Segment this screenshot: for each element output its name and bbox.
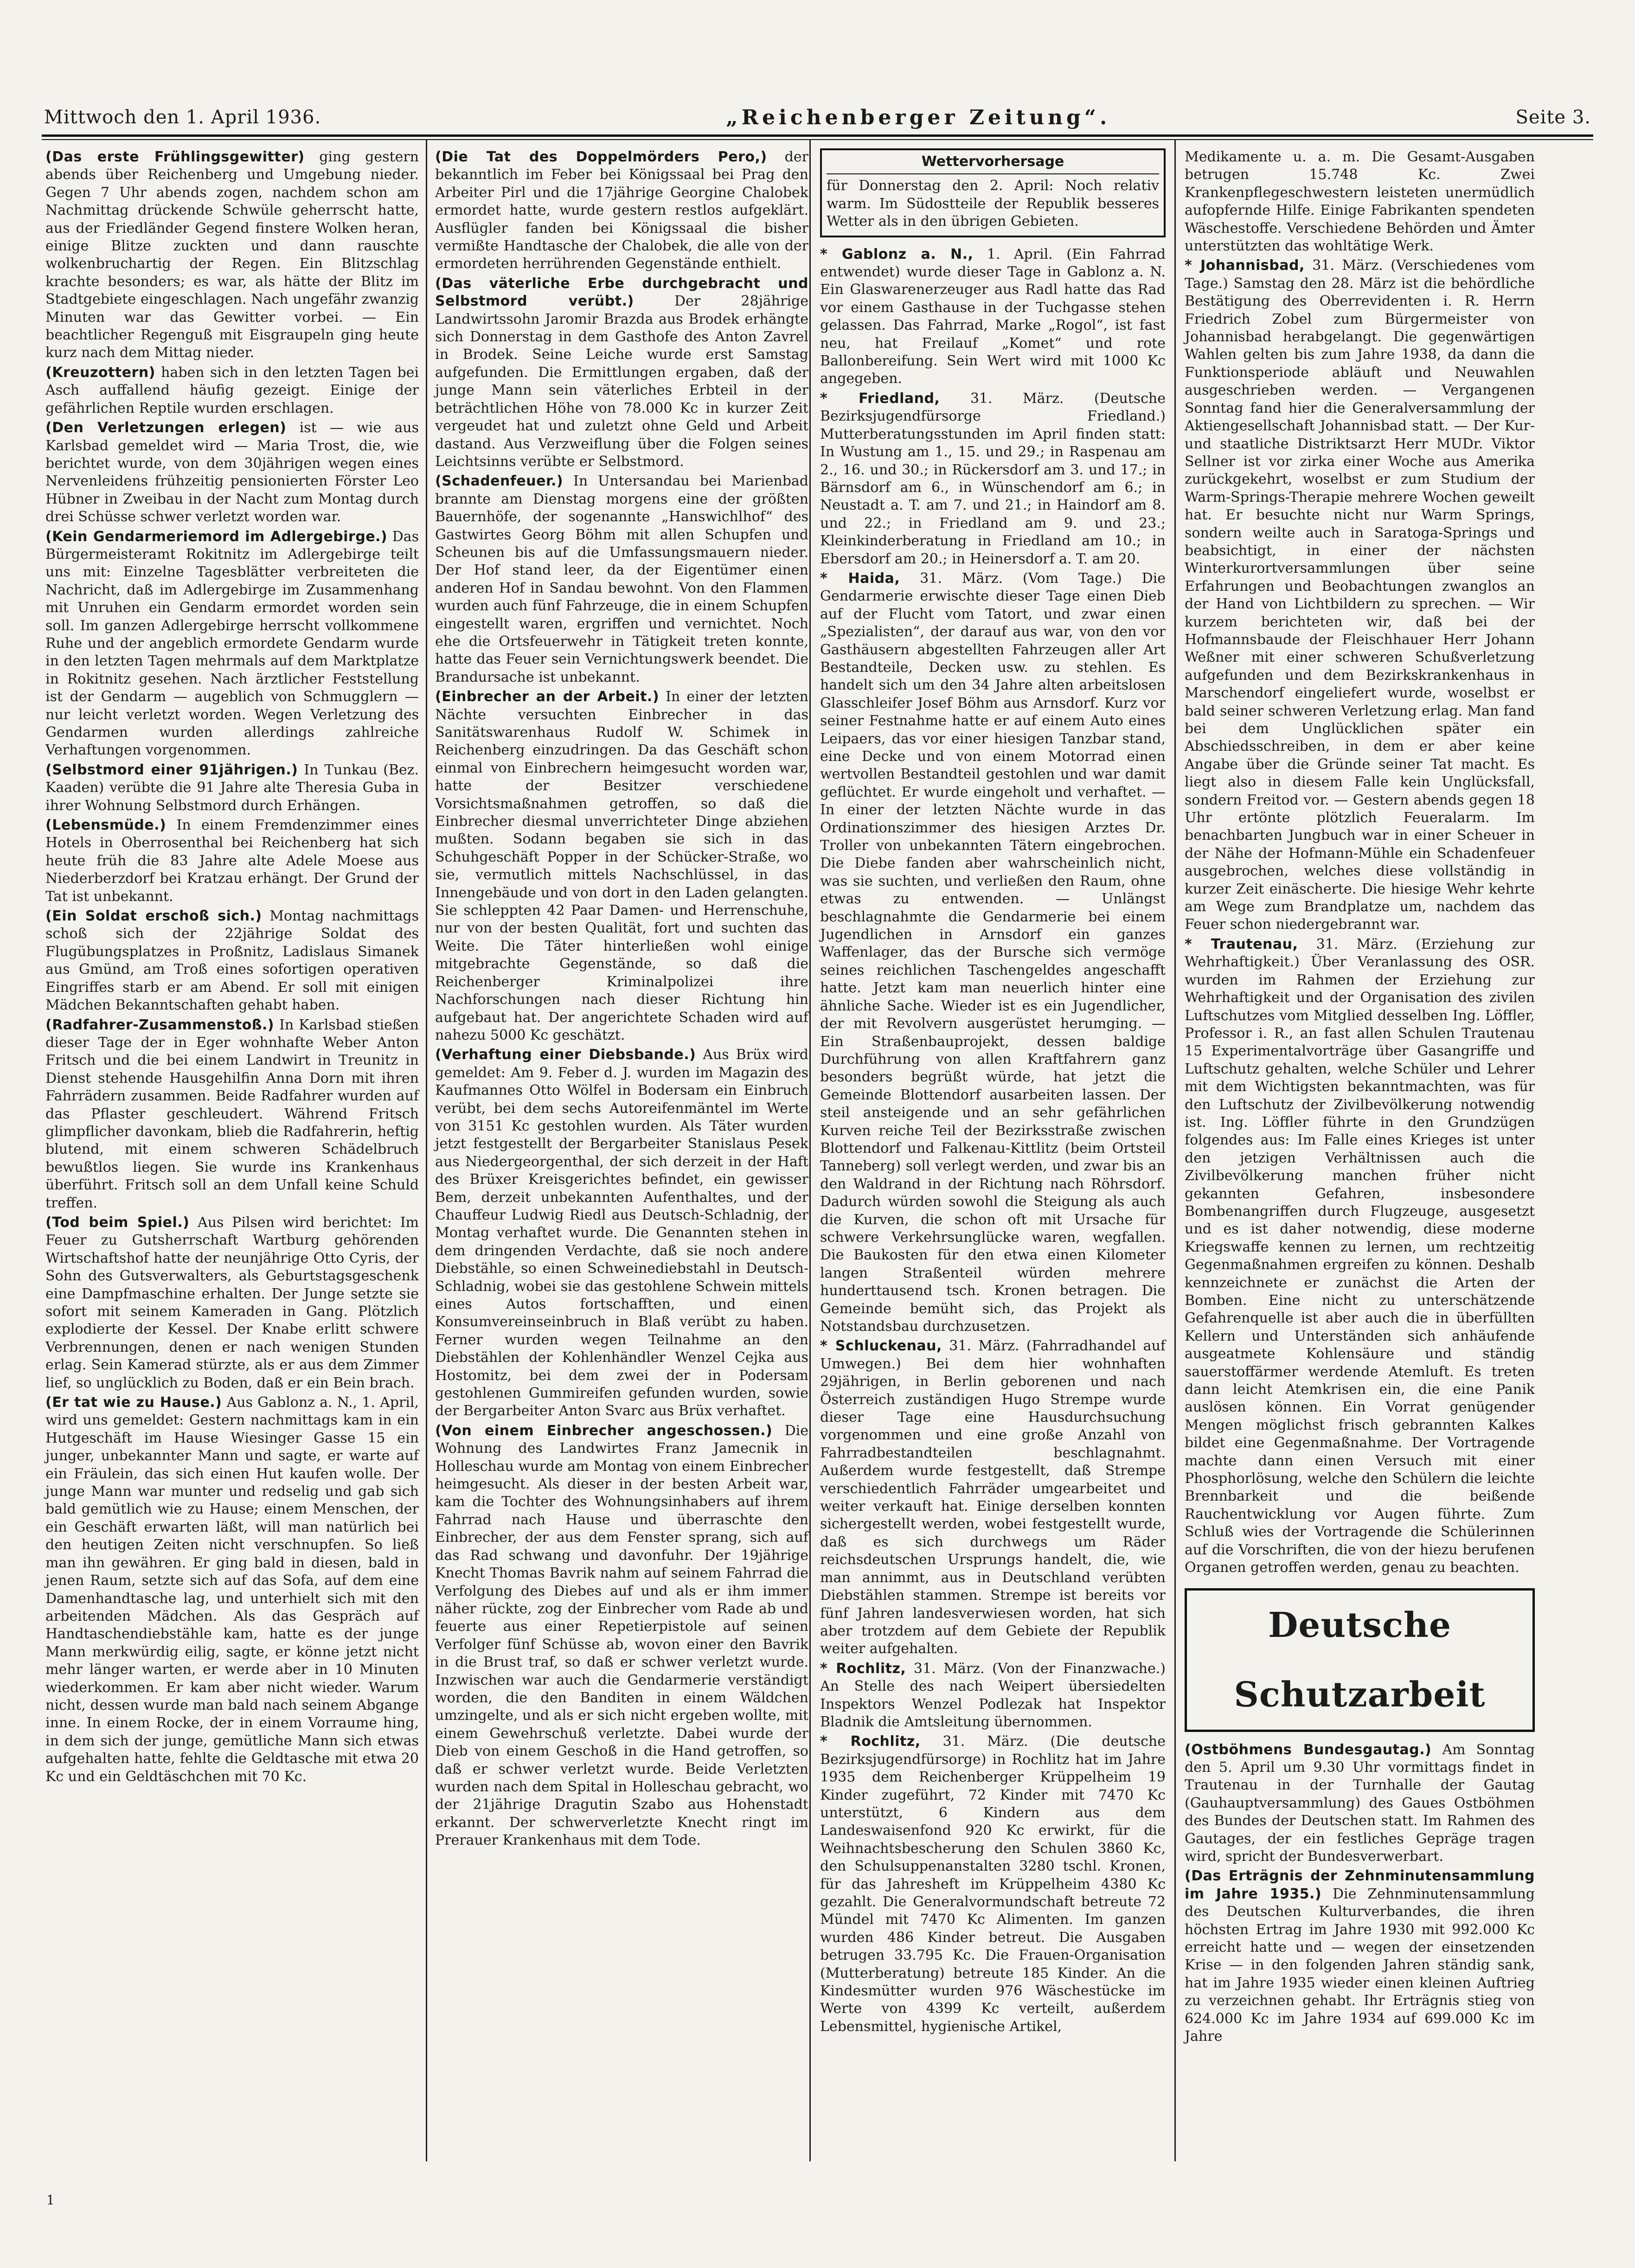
- article-headline: (Ein Soldat erschoß sich.): [45, 908, 262, 925]
- article-headline: (Radfahrer-Zusammenstoß.): [45, 1016, 274, 1033]
- article-body: 31. März. (Vom Tage.) Die Gendarmerie erwischte dieser Tage einen Dieb auf der Flucht vom Tatort, und zwar einen „Spezialisten“, der darauf aus war, von den vor Gasthäusern abgestellten Fahrzeugen aller Art Bestandteile, Decken usw. zu stehlen. Es handelt sich um den 34 Jahre alten arbeitslosen Glasschleifer Josef Böhm aus Arnsdorf. Kurz vor seiner Festnahme hatte er auf einem Auto eines Leipaers, das vor einer hiesigen Tanzbar stand, eine Decke und von einem Motorrad einen wertvollen Bestandteil gestohlen und war damit geflüchtet. Er wurde eingeholt und verhaftet. — In einer der letzten Nächte wurde in das Ordinationszimmer des hiesigen Arztes Dr. Troller von unbekannten Tätern eingebrochen. Die Diebe fanden aber wahrscheinlich nicht, was sie suchten, und verließen den Raum, ohne etwas zu entwenden. — Unlängst beschlagnahmte die Gendarmerie bei einem Jugendlichen in Arnsdorf ein ganzes Waffenlager, das der Bursche sich vermöge seines reichlichen Taschengeldes angeschafft hatte. Jetzt kam man neuerlich hinter eine ähnliche Sache. Wieder ist es ein Jugendlicher, der mit Revolvern ausgerüstet herumging. — Ein Straßenbauprojekt, dessen baldige Durchführung von allen Kraftfahrern ganz besonders begrüßt würde, hat jetzt die Gemeinde Blottendorf ausarbeiten lassen. Der steil ansteigende und an sehr gefährlichen Kurven reiche Teil der Bezirksstraße zwischen Blottendorf und Falkenau-Kittlitz (beim Ortsteil Tanneberg) soll verlegt werden, und zwar bis an den Waldrand in der Richtung nach Röhrsdorf. Dadurch würden sowohl die Steigung als auch die Kurven, die schon oft mit Ursache für schwere Verkehrsunglücke waren, wegfallen. Die Baukosten für den etwa einen Kilometer langen Straßenteil würden mehrere hunderttausend tsch. Kronen betragen. Die Gemeinde bemüht sich, das Projekt als Notstandsbau durchzusetzen.: [820, 570, 1166, 1335]
- column-2: [435, 148, 808, 1850]
- article-paragraph: [435, 473, 808, 686]
- article-paragraph: [45, 907, 419, 1014]
- weather-text: für Donnerstag den 2. April: Noch relativ warm. Im Südostteile der Republik besseres Wetter als in den übrigen Gebieten.: [827, 178, 1159, 230]
- article-headline: (Das väterliche Erbe durchgebracht und Selbstmord verübt.): [435, 275, 808, 310]
- article-paragraph: [820, 1733, 1166, 2036]
- article-body: Der 28jährige Landwirtssohn Jaromir Brazda aus Brodek erhängte sich Donnerstag in dem Gasthofe des Anton Zavrel in Brodek. Seine Leiche wurde erst Samstag aufgefunden. Die Ermittlungen ergaben, daß der junge Mann sein väterliches Erbteil in der beträchtlichen Höhe von 78.000 Kc in kurzer Zeit vergeudet hat und zuletzt ohne Geld und Arbeit dastand. Aus Verzweiflung über die Folgen seines Leichtsinns verübte er Selbstmord.: [435, 293, 808, 470]
- column-4-articles-bottom: [1185, 1741, 1535, 2046]
- article-headline: (Das Erträgnis der Zehnminutensammlung im Jahre 1935.): [1185, 1868, 1535, 1902]
- weather-title: Wettervorhersage: [921, 153, 1064, 170]
- header-rule: [42, 134, 1593, 137]
- page-header: [44, 104, 1591, 130]
- article-paragraph: [820, 1337, 1166, 1658]
- article-headline: (Ostböhmens Bundesgautag.): [1185, 1741, 1432, 1758]
- article-body: Die Zehnminutensammlung des Deutschen Kulturverbandes, die ihren höchsten Ertrag im Jahre 1930 mit 992.000 Kc erreicht hatte und — wegen der einsetzenden Krise — in den folgenden Jahren ständig sank, hat im Jahre 1935 wieder einen kleinen Auftrieg zu verzeichnen gehabt. Ihr Erträgnis stieg von 624.000 Kc im Jahre 1934 auf 699.000 Kc im Jahre: [1185, 1885, 1535, 2044]
- article-paragraph: [435, 688, 808, 1044]
- article-headline: * Schluckenau,: [820, 1338, 942, 1354]
- article-paragraph: [45, 1394, 419, 1786]
- article-body: In Karlsbad stießen dieser Tage der in Eger wohnhafte Weber Anton Fritsch und die bei einem Landwirt in Treunitz in Dienst stehende Hausgehilfin Anna Dorn mit ihren Fahrrädern zusammen. Beide Radfahrer wurden auf das Pflaster geschleudert. Während Fritsch glimpflicher davonkam, blieb die Radfahrerin, heftig blutend, mit einem schweren Schädelbruch bewußtlos liegen. Sie wurde ins Krankenhaus überführt. Fritsch soll an dem Unfall keine Schuld treffen.: [45, 1016, 419, 1211]
- article-body: Montag nachmittags schoß sich der 22jährige Soldat des Flugübungsplatzes in Proßnitz, Ladislaus Simanek aus Gmünd, am Troß eines sofortigen operativen Eingriffes starb er am Abend. Er soll mit einigen Mädchen Bekanntschaften gehabt haben.: [45, 908, 419, 1014]
- article-headline: * Trautenau,: [1185, 936, 1298, 952]
- article-paragraph: [45, 1016, 419, 1212]
- weather-rule: [827, 173, 1159, 174]
- article-paragraph: [45, 528, 419, 760]
- column-4: [1185, 148, 1535, 2045]
- article-headline: (Kein Gendarmeriemord im Adlergebirge.): [45, 528, 388, 545]
- article-paragraph: [435, 1046, 808, 1420]
- article-headline: (Die Tat des Doppelmörders Pero,): [435, 149, 767, 165]
- article-paragraph: [820, 1660, 1166, 1731]
- article-paragraph: [820, 570, 1166, 1335]
- article-paragraph: [435, 1422, 808, 1850]
- column-3-articles: [820, 246, 1166, 2036]
- article-headline: (Kreuzottern): [45, 364, 155, 381]
- article-paragraph: [45, 419, 419, 526]
- article-body: Aus Gablonz a. N., 1. April, wird uns gemeldet: Gestern nachmittags kam in ein Hutgeschäft im Hause Wiesinger Gasse 15 ein junger, unbekannter Mann und sagte, er warte auf ein Fräulein, das sich einen Hut kaufen wolle. Der junge Mann war munter und redselig und gab sich bald gemütlich wie zu Hause; einem Menschen, der ein Geschäft erwarten läßt, will man natürlich bei den heutigen Zeiten nicht verschnupfen. So ließ man ihn gewähren. Er ging bald in diesen, bald in jenen Raum, setzte sich auf das Sofa, auf dem eine Damenhandtasche lag, und unterhielt sich mit den arbeitenden Mädchen. Als das Gespräch auf Handtaschendiebstähle kam, hatte es der junge Mann merkwürdig eilig, sagte, er könne jetzt nicht mehr länger warten, er werde aber in 10 Minuten wiederkommen. Er kam aber nicht wieder. Warum nicht, dessen wurde man bald nach seinem Abgange inne. In einem Rocke, der in einem Vorraume hing, in dem sich der junge, gemütliche Mann sich etwas aufgehalten hatte, fehlte die Geldtasche mit etwa 20 Kc und ein Geldtäschchen mit 70 Kc.: [45, 1394, 419, 1785]
- article-body: Die Wohnung des Landwirtes Franz Jamecnik in Holleschau wurde am Montag von einem Einbrecher heimgesucht. Als dieser in der besten Arbeit war, kam die Tochter des Wohnungsinhabers auf ihrem Fahrrad nach Hause und überraschte den Einbrecher, der aus dem Fenster sprang, sich auf das Rad schwang und davonfuhr. Der 19jährige Knecht Thomas Bavrik nahm auf seinem Fahrrad die Verfolgung des Diebes auf und als er ihm immer näher rückte, zog der Einbrecher vom Rade ab und feuerte aus einer Repetierpistole auf seinen Verfolger fünf Schüsse ab, wovon einer den Bavrik in die Brust traf, so daß er schwer verletzt wurde. Inzwischen war auch die Gendarmerie verständigt worden, die den Banditen in einem Wäldchen umzingelte, und als er sich nicht ergeben wollte, mit einem Gewehrschuß verletzte. Dabei wurde der Dieb von einem Geschoß in die Hand getroffen, so daß er schwer verletzt wurde. Beide Verletzten wurden nach dem Spital in Holleschau gebracht, wo der 21jährige Dragutin Szabo aus Hohenstadt erkannt. Der schwerverletzte Knecht ringt im Prerauer Krankenhaus mit dem Tode.: [435, 1422, 808, 1849]
- article-body: 31. März. (Deutsche Bezirksjugendfürsorge Friedland.) Mutterberatungsstunden im April finden statt: In Wustung am 1., 15. und 29.; in Raspenau am 2., 16. und 30.; in Rückersdorf am 3. und 17.; in Bärnsdorf am 6., in Wünschendorf am 6.; in Neustadt a. T. am 7. und 21.; in Haindorf am 8. und 22.; in Friedland am 9. und 23.; Kleinkinderberatung in Friedland am 10.; in Ebersdorf am 20.; in Heinersdorf a. T. am 20.: [820, 390, 1166, 567]
- page-number: Seite 3.: [1515, 107, 1591, 128]
- article-paragraph: [45, 761, 419, 815]
- masthead-title: „Reichenberger Zeitung“.: [726, 105, 1111, 129]
- column-divider: [809, 139, 811, 2161]
- weather-forecast-box: [820, 148, 1166, 237]
- article-body: In Untersandau bei Marienbad brannte am Dienstag morgens eine der größten Bauernhöfe, der sogenannte „Hanswichlhof“ des Gastwirtes Georg Böhm mit allen Schupfen und Scheunen bis auf die Umfassungsmauern nieder. Der Hof stand leer, da der Eigentümer einen anderen Hof in Sandau bewohnt. Von den Flammen wurden auch fünf Fahrzeuge, die in einem Schupfen eingestellt waren, ergriffen und vernichtet. Noch ehe die Ortsfeuerwehr in Tätigkeit treten konnte, hatte das Feuer sein Vernichtungswerk beendet. Die Brandursache ist unbekannt.: [435, 473, 808, 685]
- column-divider: [426, 139, 427, 2161]
- footer-mark: 1: [46, 2192, 55, 2208]
- article-paragraph: [435, 148, 808, 273]
- section-banner: Deutsche Schutzarbeit: [1185, 1588, 1535, 1732]
- article-body: der bekanntlich im Feber bei Königssaal bei Prag den Arbeiter Pirl und die 17jährige Georgine Chalobek ermordet hatte, wurde gestern restlos aufgeklärt. Ausflügler fanden bei Königssaal die bisher vermißte Handtasche der Chalobek, die alle von der ermordeten herrührenden Gegenstände enthielt.: [435, 149, 808, 272]
- article-paragraph: [1185, 257, 1535, 933]
- article-paragraph: [435, 275, 808, 471]
- article-body: Aus Brüx wird gemeldet: Am 9. Feber d. J. wurden im Magazin des Kaufmannes Otto Wölfel in Bodersam ein Einbruch verübt, bei dem sechs Autoreifenmäntel im Werte von 3151 Kc gestohlen wurden. Als Täter wurden jetzt festgestellt der Bergarbeiter Stanislaus Pesek aus Niedergeorgenthal, der sich derzeit in der Haft des Brüxer Kreisgerichtes befindet, ein gewisser Bem, derzeit unbekannten Aufenthaltes, und der Chauffeur Ludwig Riedl aus Deutsch-Schladnig, der Montag verhaftet wurde. Die Genannten stehen in dem dringenden Verdachte, daß sie noch andere Diebstähle, so einen Schweinediebstahl in Deutsch-Schladnig, wobei sie das gestohlene Schwein mittels eines Autos fortschafften, und einen Konsumvereinseinbruch in Blaß verübt zu haben. Ferner wurden wegen Teilnahme an den Diebstählen der Kohlenhändler Wenzel Cejka aus Hostomitz, bei dem zwei der in Podersam gestohlenen Gummireifen gefunden wurden, sowie der Bergarbeiter Anton Svarc aus Brüx verhaftet.: [435, 1047, 809, 1419]
- article-headline: * Friedland,: [820, 390, 940, 407]
- article-body: 31. März. (Die deutsche Bezirksjugendfürsorge) in Rochlitz hat im Jahre 1935 dem Reichenberger Krüppelheim 19 Kinder zugeführt, 72 Kinder mit 7470 Kc unterstützt, 6 Kindern aus dem Landeswaisenfond 920 Kc erwirkt, für die Weihnachtsbescherung den Schulen 3860 Kc, den Schulsuppenanstalten 3280 tschl. Kronen, für das Jahresheft im Krüppelheim 4380 Kc gezahlt. Die Generalvormundschaft betreute 72 Mündel mit 7470 Kc Alimenten. Im ganzen wurden 486 Kinder betreut. Die Ausgaben betrugen 33.795 Kc. Die Frauen-Organisation (Mutterberatung) betreute 185 Kinder. An die Kindesmütter wurden 976 Wäschestücke im Werte von 4399 Kc verteilt, außerdem Lebensmittel, hygienische Artikel,: [820, 1733, 1166, 2035]
- article-paragraph: [1185, 148, 1535, 255]
- article-body: ist — wie aus Karlsbad gemeldet wird — Maria Trost, die, wie berichtet wurde, von dem 30jährigen wegen eines Nervenleidens frühzeitig pensionierten Förster Leo Hübner in Zweibau in der Nacht zum Montag durch drei Schüsse schwer verletzt worden war.: [45, 420, 419, 525]
- header-rule-thin: [42, 139, 1593, 140]
- article-headline: (Lebensmüde.): [45, 817, 167, 834]
- article-headline: * Rochlitz,: [820, 1733, 921, 1750]
- article-headline: (Er tat wie zu Hause.): [45, 1394, 222, 1411]
- article-body: Am Sonntag den 5. April um 9.30 Uhr vormittags findet in Trautenau in der Turnhalle der Gautag (Gauhauptversammlung) des Gaues Ostböhmen des Bundes der Deutschen statt. Im Rahmen des Gautages, der ein festliches Gepräge tragen wird, spricht der Bundesverwerbart.: [1185, 1741, 1535, 1865]
- article-body: Aus Pilsen wird berichtet: Im Feuer zu Gutsherrschaft Wartburg gehörenden Wirtschaftshof hatte der neunjährige Otto Cyris, der Sohn des Gutsverwalters, als Geburtstagsgeschenk eine Dampfmaschine erhalten. Der Junge setzte sie sofort mit seinem Kameraden in Gang. Plötzlich explodierte der Kessel. Der Knabe erlitt schwere Verbrennungen, denen er nach wenigen Stunden erlag. Sein Kamerad stürzte, als er aus dem Zimmer lief, so unglücklich zu Boden, daß er ein Bein brach.: [45, 1214, 419, 1391]
- article-paragraph: [45, 817, 419, 906]
- article-headline: * Haida,: [820, 570, 900, 587]
- article-body: In einer der letzten Nächte versuchten Einbrecher in das Sanitätswarenhaus Rudolf W. Schimek in Reichenberg einzudringen. Da das Geschäft schon einmal von Einbrechern heimgesucht worden war, hatte der Besitzer verschiedene Vorsichtsmaßnahmen getroffen, so daß die Einbrecher diesmal unverrichteter Dinge abziehen mußten. Sodann begaben sie sich in das Schuhgeschäft Popper in der Schücker-Straße, wo sie, vermutlich mittels Nachschlüssel, in das Innengebäude und von dort in den Laden gelangten. Sie schleppten 42 Paar Damen- und Herrenschuhe, nur von der besten Qualität, fort und suchten das Weite. Die Täter hinterließen wohl einige mitgebrachte Gegenstände, so daß die Reichenberger Kriminalpolizei ihre Nachforschungen nach dieser Richtung hin aufgebaut hat. Der angerichtete Schaden wird auf nahezu 5000 Kc geschätzt.: [435, 689, 808, 1043]
- article-paragraph: [1185, 1867, 1535, 2045]
- article-headline: (Von einem Einbrecher angeschossen.): [435, 1422, 773, 1439]
- article-body: In einem Fremdenzimmer eines Hotels in Oberrosenthal bei Reichenberg hat sich heute früh die 83 Jahre alte Adele Moese aus Niederberzdorf bei Kratzau erhängt. Der Grund der Tat ist unbekannt.: [45, 817, 419, 905]
- article-body: haben sich in den letzten Tagen bei Asch auffallend häufig gezeigt. Einige der gefährlichen Reptile wurden erschlagen.: [45, 364, 419, 416]
- article-body: In Tunkau (Bez. Kaaden) verübte die 91 Jahre alte Theresia Guba in ihrer Wohnung Selbstmord durch Erhängen.: [45, 761, 419, 814]
- article-headline: (Schadenfeuer.): [435, 473, 564, 490]
- article-body: Das Bürgermeisteramt Rokitnitz im Adlergebirge teilt uns mit: Einzelne Tagesblätter verbreiteten die Nachricht, daß im Adlergebirge im Zusammenhang mit Unruhen ein Gendarm ermordet worden sein soll. Im ganzen Adlergebirge herrscht vollkommene Ruhe und der angeblich ermordete Gendarm wurde in den letzten Tagen mehrmals auf dem Marktplatze in Rokitnitz gesehen. Nach ärztlicher Feststellung ist der Gendarm — augeblich von Schmugglern — nur leicht verletzt worden. Wegen Verletzung des Gendarmen wurden allerdings zahlreiche Verhaftungen vorgenommen.: [45, 528, 419, 759]
- article-headline: (Den Verletzungen erlegen): [45, 420, 287, 436]
- column-divider: [1174, 139, 1176, 2161]
- article-headline: (Selbstmord einer 91jährigen.): [45, 761, 298, 778]
- article-paragraph: [45, 1214, 419, 1392]
- article-paragraph: [1185, 1741, 1535, 1866]
- article-body: 31. März. (Verschiedenes vom Tage.) Samstag den 28. März ist die behördliche Bestätigung des Oberrevidenten i. R. Herrn Friedrich Zobel zum Bürgermeister von Johannisbad herabgelangt. Die gegenwärtigen Wahlen gelten bis zum Jahre 1938, da dann die Funktionsperiode abläuft und Neuwahlen ausgeschrieben werden. — Vergangenen Sonntag fand hier die Generalversammlung der Aktiengesellschaft Johannisbad statt. — Der Kur- und staatliche Distriktsarzt Herr MUDr. Viktor Sellner ist vor zirka einer Woche aus Amerika zurückgekehrt, woselbst er zum Studium der Warm-Springs-Therapie mehrere Wochen geweilt hat. Er besuchte nicht nur Warm Springs, sondern weilte auch in Saratoga-Springs und beabsichtigt, in einer der nächsten Winterkurortversammlungen über seine Erfahrungen und Beobachtungen zwanglos an der Hand von Lichtbildern zu sprechen. — Wir kurzem berichteten wir, daß bei der Hofmannsbaude der Fleischhauer Herr Johann Weßner mit einer schweren Schußverletzung aufgefunden und dem Bezirkskrankenhaus in Marschendorf eingeliefert wurde, woselbst er bald seiner schweren Verletzung erlag. Man fand bei dem Unglücklichen später ein Abschiedsschreiben, in dem er aber keine Angabe über die Gründe seiner Tat macht. Es liegt also in diesem Falle kein Unglücksfall, sondern Freitod vor. — Gestern abends gegen 18 Uhr ertönte plötzlich Feueralarm. Im benachbarten Jungbuch war in einer Scheuer in der Nähe der Hofmann-Mühle ein Schadenfeuer ausgebrochen, welches diese vollständig in kurzer Zeit einäscherte. Die hiesige Wehr kehrte am Wege zum Brandplatze um, nachdem das Feuer schon niedergebrannt war.: [1185, 257, 1535, 933]
- article-headline: * Johannisbad,: [1185, 257, 1305, 274]
- article-body: 1. April. (Ein Fahrrad entwendet) wurde dieser Tage in Gablonz a. N. Ein Glaswarenerzeuger aus Radl hatte das Rad vor einem Gasthause in der Tuchgasse stehen gelassen. Das Fahrrad, Marke „Rogol“, ist fast neu, hat Freilauf „Komet“ und rote Ballonbereifung. Sein Wert wird mit 1000 Kc angegeben.: [820, 246, 1166, 387]
- article-headline: (Tod beim Spiel.): [45, 1214, 190, 1231]
- article-paragraph: [45, 148, 419, 362]
- article-headline: (Einbrecher an der Arbeit.): [435, 689, 660, 705]
- column-3: [820, 148, 1166, 2036]
- article-body: Medikamente u. a. m. Die Gesamt-Ausgaben betrugen 15.748 Kc. Zwei Krankenpflegeschwestern leisteten unermüdlich aufopfernde Hilfe. Einige Fabrikanten spendeten Wäschestoffe. Verschiedene Behörden und Ämter unterstützten das wohltätige Werk.: [1185, 149, 1535, 255]
- article-body: ging gestern abends über Reichenberg und Umgebung nieder. Gegen 7 Uhr abends zogen, nachdem schon am Nachmittag drückende Schwüle geherrscht hatte, aus der Friedländer Gegend finstere Wolken heran, einige Blitze zuckten und dann rauschte wolkenbruchartig der Regen. Ein Blitzschlag krachte besonders; es war, als hätte der Blitz im Stadtgebiete eingeschlagen. Nach ungefähr zwanzig Minuten war das Gewitter vorbei. — Ein beachtlicher Regenguß mit Eisgraupeln ging heute kurz nach dem Mittag nieder.: [45, 149, 419, 361]
- article-headline: * Gablonz a. N.,: [820, 246, 974, 262]
- article-paragraph: [1185, 936, 1535, 1577]
- article-body: 31. März. (Fahrradhandel auf Umwegen.) Bei dem hier wohnhaften 29jährigen, in Berlin geborenen und nach Österreich zuständigen Hugo Strempe wurde dieser Tage eine Hausdurchsuchung vorgenommen und eine große Anzahl von Fahrradbestandteilen beschlagnahmt. Außerdem wurde festgestellt, daß Strempe verschiedentlich Fahrräder umgearbeitet und weiter verkauft hat. Einige derselben konnten sichergestellt werden, wobei festgestellt wurde, daß es sich durchwegs um Räder reichsdeutschen Ursprungs handelt, die, wie man annimmt, aus in Deutschland verübten Diebstählen stammen. Strempe ist bereits vor fünf Jahren landesverwiesen worden, hat sich aber trotzdem auf dem Gebiete der Republik weiter aufgehalten.: [820, 1338, 1166, 1657]
- column-1: [45, 148, 419, 1786]
- article-paragraph: [820, 390, 1166, 568]
- article-headline: * Rochlitz,: [820, 1660, 906, 1677]
- article-headline: (Das erste Frühlingsgewitter): [45, 149, 305, 165]
- article-body: 31. März. (Erziehung zur Wehrhaftigkeit.) Über Veranlassung des OSR. wurden im Rahmen der Erziehung zur Wehrhaftigkeit und der Organisation des zivilen Luftschutzes vom Mitglied desselben Ing. Löffler, Professor i. R., an fast allen Schulen Trautenau 15 Experimentalvorträge über Gasangriffe und Luftschutz gehalten, welche Schüler und Lehrer mit dem Wichtigsten bekanntmachten, was für den Luftschutz der Zivilbevölkerung notwendig ist. Ing. Löffler führte in den Grundzügen folgendes aus: Im Falle eines Krieges ist unter den jetzigen Verhältnissen auch die Zivilbevölkerung manchen früher nicht gekannten Gefahren, insbesondere Bombenangriffen durch Flugzeuge, ausgesetzt und es ist daher notwendig, diese moderne Kriegswaffe kennen zu lernen, um rechtzeitig Gegenmaßnahmen ergreifen zu können. Deshalb kennzeichnete er zunächst die Arten der Bomben. Eine nicht zu unterschätzende Gefahrenquelle ist aber auch die in überfüllten Kellern und Unterständen sich anhäufende ausgeatmete Kohlensäure und ständig sauerstoffärmer werdende Atemluft. Es treten dann leicht Atemkrisen ein, die eine Panik auslösen können. Ein Vorrat genügender Mengen möglichst frisch gebrannten Kalkes bildet eine Gegenmaßnahme. Der Vortragende machte dann einen Versuch mit einer Phosphorlösung, welche den Schülern die leichte Brennbarkeit und die beißende Rauchentwicklung vor Augen führte. Zum Schluß wies der Vortragende die Schülerinnen auf die Vorschriften, die von der hiezu berufenen Organen getroffen werden, genau zu beachten.: [1185, 936, 1535, 1576]
- column-4-articles-top: [1185, 148, 1535, 1577]
- article-paragraph: [45, 364, 419, 417]
- article-paragraph: [820, 246, 1166, 388]
- article-body: 31. März. (Von der Finanzwache.) An Stelle des nach Weipert übersiedelten Inspektors Wenzel Podlezak hat Inspektor Bladnik die Amtsleitung übernommen.: [820, 1660, 1166, 1730]
- header-date: Mittwoch den 1. April 1936.: [44, 107, 321, 128]
- article-headline: (Verhaftung einer Diebsbande.): [435, 1047, 696, 1063]
